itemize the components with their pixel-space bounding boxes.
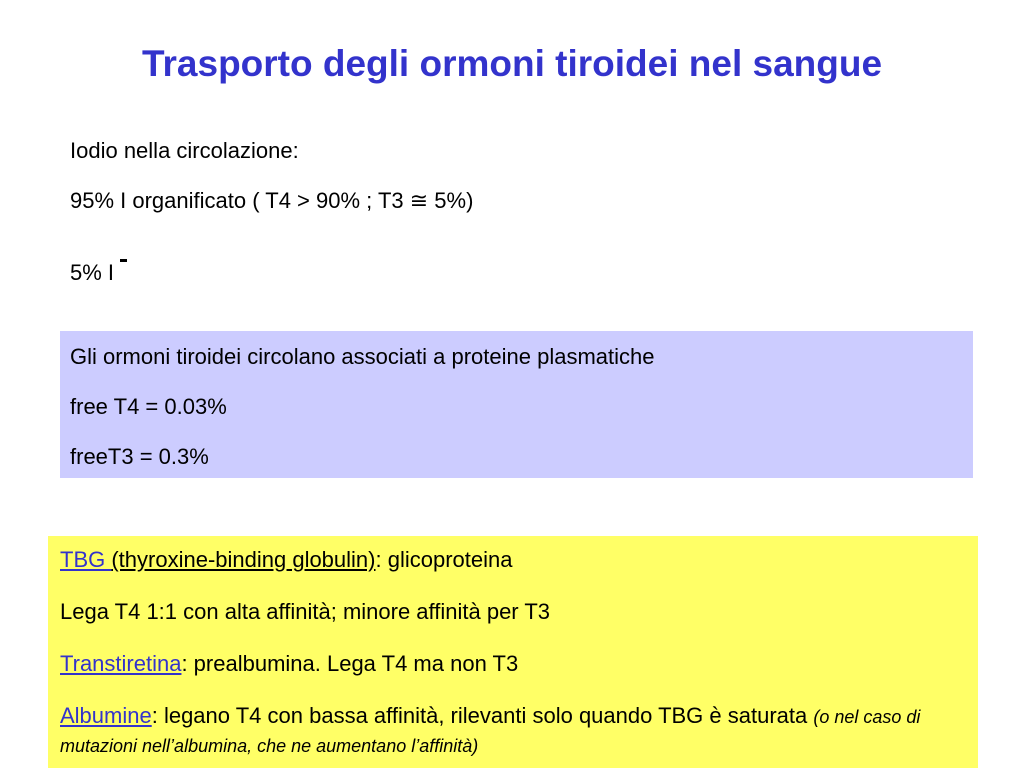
intro-section <box>70 137 473 287</box>
transtiretina-line <box>60 650 966 678</box>
albumine-line <box>60 702 966 760</box>
intro-line-iodio: Iodio nella circolazione: <box>70 138 299 163</box>
albumine-description: : legano T4 con bassa affinità, rilevanti solo quando TBG è saturata <box>151 703 808 728</box>
intro-line-iodide <box>70 259 473 287</box>
lega-line: Lega T4 1:1 con alta affinità; minore affinità per T3 <box>60 599 551 624</box>
plasma-proteins-line: Gli ormoni tiroidei circolano associati a proteine plasmatiche <box>70 344 655 369</box>
intro-line-organificato: 95% I organificato ( T4 > 90% ; T3 ≅ 5%) <box>70 188 474 213</box>
tbg-line <box>60 546 966 574</box>
iodide-text: 5% I <box>70 260 115 285</box>
transtiretina-description: : prealbumina. Lega T4 ma non T3 <box>181 651 519 676</box>
albumine-link[interactable]: Albumine <box>60 703 152 728</box>
slide-title: Trasporto degli ormoni tiroidei nel sangue <box>141 43 883 84</box>
tbg-full-name: (thyroxine-binding globulin) <box>111 547 376 572</box>
minus-sign-icon <box>120 259 127 262</box>
free-t4-line: free T4 = 0.03% <box>70 394 227 419</box>
binding-proteins-box <box>48 536 978 768</box>
transtiretina-link[interactable]: Transtiretina <box>60 651 182 676</box>
tbg-link[interactable]: TBG <box>60 547 112 572</box>
albumine-note: (o nel caso di mutazioni nell’albumina, che ne aumentano l’affinità) <box>60 707 921 756</box>
free-t3-line: freeT3 = 0.3% <box>70 444 209 469</box>
tbg-description: : glicoproteina <box>375 547 513 572</box>
plasma-proteins-box <box>60 331 973 478</box>
